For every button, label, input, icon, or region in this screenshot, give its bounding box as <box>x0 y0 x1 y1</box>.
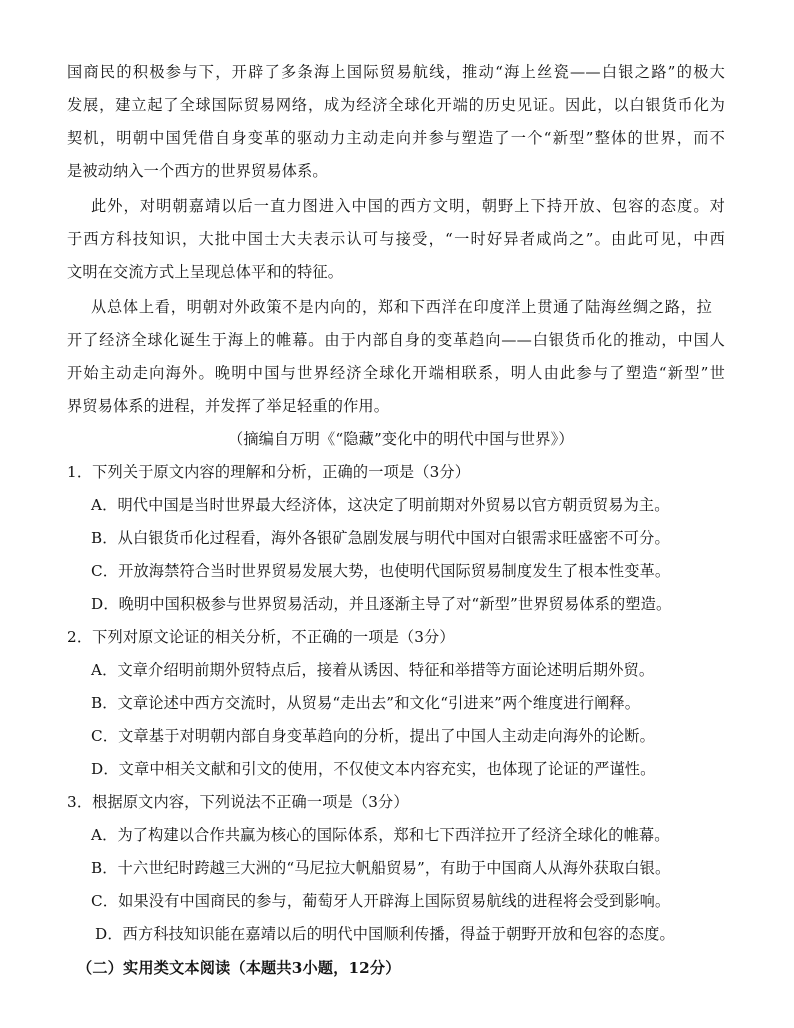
question-1-option-b: B．从白银货币化过程看，海外各银矿急剧发展与明代中国对白银需求旺盛密不可分。 <box>91 529 670 547</box>
question-1-option-a: A．明代中国是当时世界最大经济体，这决定了明前期对外贸易以官方朝贡贸易为主。 <box>91 496 670 514</box>
passage-p3-line-3: 开始主动走向海外。晚明中国与世界经济全球化开端相联系，明人由此参与了塑造“新型”世 <box>67 364 725 382</box>
question-3-option-b: B．十六世纪时跨越三大洲的“马尼拉大帆船贸易”，有助于中国商人从海外获取白银。 <box>91 859 671 877</box>
question-2-option-d: D．文章中相关文献和引文的使用，不仅使文本内容充实，也体现了论证的严谨性。 <box>91 760 656 778</box>
question-3-option-d: D．西方科技知识能在嘉靖以后的明代中国顺利传播，得益于朝野开放和包容的态度。 <box>95 925 675 943</box>
passage-p2-line-3: 文明在交流方式上呈现总体平和的特征。 <box>67 263 344 281</box>
question-3-option-c: C．如果没有中国商民的参与，葡萄牙人开辟海上国际贸易航线的进程将会受到影响。 <box>91 892 671 910</box>
passage-p2-line-2: 于西方科技知识，大批中国士大夫表示认可与接受，“一时好异者咸尚之”。由此可见，中西 <box>67 230 725 248</box>
section-heading: （二）实用类文本阅读（本题共3小题，12分） <box>77 959 401 977</box>
question-2-option-c: C．文章基于对明朝内部自身变革趋向的分析，提出了中国人主动走向海外的论断。 <box>91 727 655 745</box>
passage-p3-line-1: 从总体上看，明朝对外政策不是内向的，郑和下西洋在印度洋上贯通了陆海丝绸之路，拉 <box>91 298 712 316</box>
passage-p1-line-3: 契机，明朝中国凭借自身变革的驱动力主动走向并参与塑造了一个“新型”整体的世界，而不 <box>67 129 725 147</box>
passage-p3-line-2: 开了经济全球化诞生于海上的帷幕。由于内部自身的变革趋向——白银货币化的推动，中国人 <box>67 331 725 349</box>
question-2-option-b: B．文章论述中西方交流时，从贸易“走出去”和文化“引进来”两个维度进行阐释。 <box>91 694 641 712</box>
question-1-option-c: C．开放海禁符合当时世界贸易发展大势，也使明代国际贸易制度发生了根本性变革。 <box>91 562 671 580</box>
passage-p1-line-4: 是被动纳入一个西方的世界贸易体系。 <box>67 162 328 180</box>
question-1-option-d: D．晚明中国积极参与世界贸易活动，并且逐渐主导了对“新型”世界贸易体系的塑造。 <box>91 595 672 613</box>
passage-p2-line-1: 此外，对明朝嘉靖以后一直力图进入中国的西方文明，朝野上下持开放、包容的态度。对 <box>91 197 725 215</box>
question-3-option-a: A．为了构建以合作共赢为核心的国际体系，郑和七下西洋拉开了经济全球化的帷幕。 <box>91 826 670 844</box>
question-2-option-a: A．文章介绍明前期外贸特点后，接着从诱因、特征和举措等方面论述明后期外贸。 <box>91 661 655 679</box>
question-3-stem: 3．根据原文内容，下列说法不正确一项是（3分） <box>67 793 409 811</box>
question-2-stem: 2．下列对原文论证的相关分析，不正确的一项是（3分） <box>67 628 455 646</box>
passage-p1-line-2: 发展，建立起了全球国际贸易网络，成为经济全球化开端的历史见证。因此，以白银货币化为 <box>67 96 725 114</box>
passage-source: （摘编自万明《“隐藏”变化中的明代中国与世界》） <box>228 430 574 448</box>
passage-p3-line-4: 界贸易体系的进程，并发挥了举足轻重的作用。 <box>67 397 390 415</box>
question-1-stem: 1．下列关于原文内容的理解和分析，正确的一项是（3分） <box>67 463 471 481</box>
passage-p1-line-1: 国商民的积极参与下，开辟了多条海上国际贸易航线，推动“海上丝瓷——白银之路”的极大 <box>67 63 725 81</box>
